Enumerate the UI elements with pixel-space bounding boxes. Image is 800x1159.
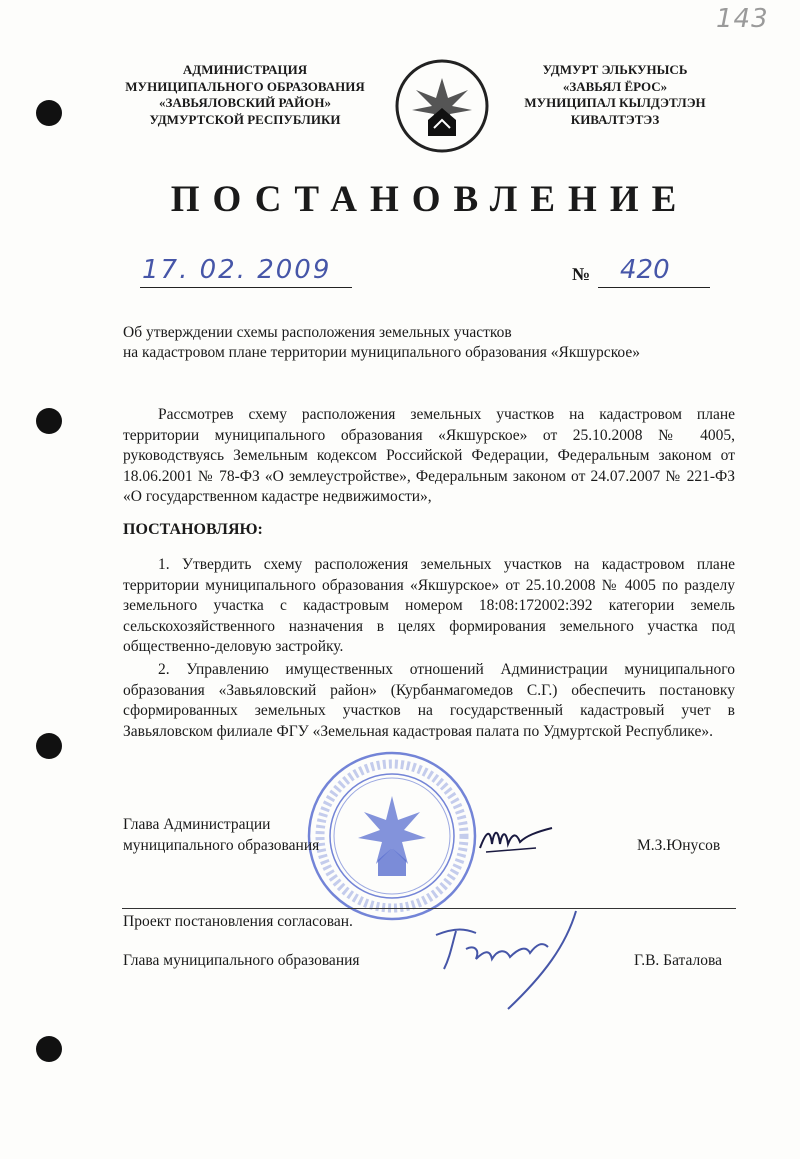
header-left-russian — [100, 62, 390, 128]
signature-yunusov — [476, 818, 556, 860]
signature-batalova — [426, 905, 596, 1015]
subject-line: Об утверждении схемы расположения земельных участков — [123, 324, 512, 341]
signatory-name: М.З.Юнусов — [637, 837, 721, 854]
approver-position: Глава муниципального образования — [123, 952, 360, 969]
punch-hole — [36, 733, 62, 759]
header-right-line: УДМУРТ ЭЛЬКУНЫСЬ — [542, 62, 688, 77]
preamble-paragraph: Рассмотрев схему расположения земельных участков на кадастровом плане территории муниципального образования «Якшурское» от 25.10.2008 № 4005, руководствуясь Земельным кодексом Российской Федерации, Федеральным законом от 18.06.2001 № 78-ФЗ «О землеустройстве», Федеральным законом от 24.07.2007 № 221-ФЗ «О государственном кадастре недвижимости», — [123, 406, 735, 505]
document-subject — [123, 323, 640, 363]
header-left-line: МУНИЦИПАЛЬНОГО ОБРАЗОВАНИЯ — [125, 78, 365, 94]
district-emblem-icon — [394, 58, 490, 154]
header-left-line: УДМУРТСКОЙ РЕСПУБЛИКИ — [149, 111, 341, 127]
punch-hole — [36, 408, 62, 434]
decree-item-1: 1. Утвердить схему расположения земельных участков на кадастровом плане территории муниципального образования «Якшурское» от 25.10.2008 № 4005 по разделу земельного участка с кадастровым номером 18:08:172002:392 категории земель сельскохозяйственного назначения в целях формирования земельного участка под общественно-деловую застройку. — [123, 556, 735, 655]
signatory-position-line: Глава Администрации — [123, 816, 271, 833]
document-date: 17. 02. 2009 — [142, 255, 332, 285]
punch-hole — [36, 1036, 62, 1062]
header-left-line: АДМИНИСТРАЦИЯ — [182, 62, 308, 77]
number-underline — [598, 286, 710, 288]
header-right-line: МУНИЦИПАЛ КЫЛДЭТЛЭН — [524, 95, 706, 110]
document-number: 420 — [620, 255, 670, 285]
header-right-udmurt — [500, 62, 730, 128]
approver-name: Г.В. Баталова — [634, 952, 723, 969]
date-underline — [140, 286, 352, 288]
decree-heading: ПОСТАНОВЛЯЮ: — [123, 521, 263, 538]
document-title: ПОСТАНОВЛЕНИЕ — [170, 179, 690, 220]
approval-note: Проект постановления согласован. — [123, 913, 353, 930]
handwritten-page-number: 143 — [716, 4, 769, 34]
header-right-line: «ЗАВЬЯЛ ЁРОС» — [562, 78, 668, 94]
subject-line: на кадастровом плане территории муниципального образования «Якшурское» — [123, 344, 641, 361]
signatory-position-line: муниципального образования — [123, 836, 320, 854]
official-seal — [306, 750, 478, 922]
header-left-line: «ЗАВЬЯЛОВСКИЙ РАЙОН» — [159, 95, 331, 110]
header-right-line: КИВАЛТЭТЭЗ — [570, 111, 660, 127]
number-label: № — [572, 264, 591, 284]
decree-item-2: 2. Управлению имущественных отношений Администрации муниципального образования «Завьяловский район» (Курбанмагомедов С.Г.) обеспечить постановку сформированных земельных участков на государственный кадастровый учет в Завьяловском филиале ФГУ «Земельная кадастровая палата по Удмуртской Республике». — [123, 661, 735, 740]
punch-hole — [36, 100, 62, 126]
signatory-position — [123, 815, 319, 856]
